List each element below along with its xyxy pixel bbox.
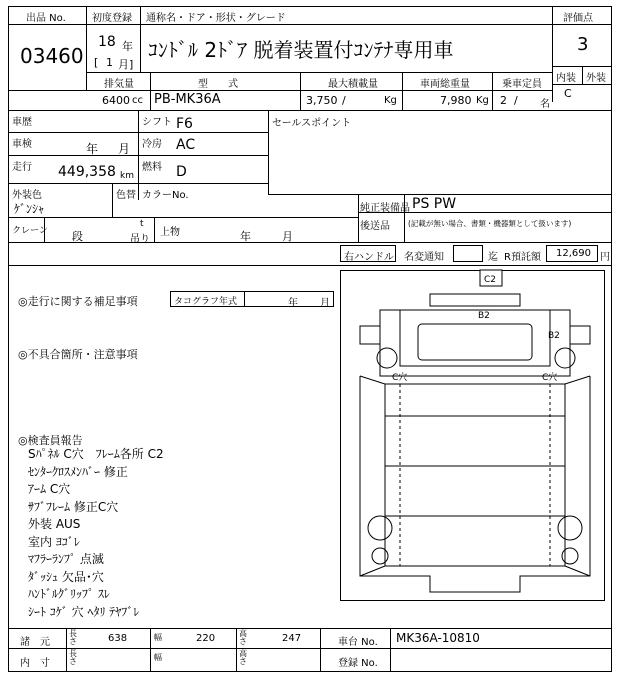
interior-grade: C bbox=[564, 87, 572, 100]
upper-label: 上物 bbox=[160, 227, 180, 238]
capacity: 2 bbox=[500, 94, 507, 107]
lot-number: 03460 bbox=[20, 44, 84, 68]
report-line: ﾀﾞｯｼｭ 欠品･穴 bbox=[28, 569, 104, 584]
displacement-unit: cc bbox=[132, 95, 143, 106]
report-line: ﾏﾌﾗｰﾗﾝﾌﾟ 点滅 bbox=[28, 552, 104, 566]
gross-weight-label: 車両総重量 bbox=[420, 79, 470, 90]
width-label: 幅 bbox=[154, 633, 162, 642]
first-reg-label: 初度登録 bbox=[92, 13, 132, 24]
interior-grade-label: 内装 bbox=[556, 73, 576, 84]
inspection-label: 車検 bbox=[12, 139, 32, 150]
max-load-label: 最大積載量 bbox=[328, 79, 378, 90]
length-label-2: 長さ bbox=[69, 649, 77, 666]
height-label: 高さ bbox=[239, 629, 247, 646]
width-value: 220 bbox=[196, 633, 216, 644]
docs-label: 後送品 bbox=[360, 221, 390, 232]
tacho-label: タコグラフ年式 bbox=[174, 297, 238, 307]
truck-damage-diagram bbox=[340, 266, 612, 628]
driving-notes-label: ◎走行に関する補足事項 bbox=[18, 295, 138, 308]
inspector-label: ◎検査員報告 bbox=[18, 434, 83, 447]
reg-year-unit: 年 bbox=[122, 40, 133, 53]
shift-label: シフト bbox=[142, 117, 172, 128]
color-change-label: 色替 bbox=[116, 190, 136, 201]
rhd-label: 右ハンドル bbox=[344, 252, 394, 263]
reg-year: 18 bbox=[98, 34, 116, 50]
max-load: 3,750 bbox=[306, 94, 338, 107]
interior-dims-label: 内 寸 bbox=[20, 658, 50, 669]
max-load-unit: Kg bbox=[384, 95, 397, 106]
height-value: 247 bbox=[282, 633, 302, 644]
damage-mark: B2 bbox=[478, 311, 490, 321]
damage-mark: C穴 bbox=[392, 373, 408, 383]
length-label: 長さ bbox=[69, 629, 77, 646]
eval-label: 評価点 bbox=[563, 13, 593, 24]
capacity-label: 乗車定員 bbox=[502, 79, 542, 90]
report-line: ｻﾌﾞﾌﾚｰﾑ 修正C穴 bbox=[28, 499, 119, 514]
max-load-sep: / bbox=[342, 94, 346, 107]
report-line: ﾊﾝﾄﾞﾙｸﾞﾘｯﾌﾟ ｽﾚ bbox=[28, 587, 110, 601]
name-change-label: 名変通知 bbox=[404, 252, 444, 263]
color-code-label: カラーNo. bbox=[142, 190, 189, 201]
r-odometer-label: R預託額 bbox=[504, 252, 541, 263]
car-name: ｺﾝﾄﾞﾙ 2ﾄﾞｱ 脱着装置付ｺﾝﾃﾅ専用車 bbox=[148, 38, 454, 62]
gross-weight-unit: Kg bbox=[476, 95, 489, 106]
crane-hook-unit: 吊り bbox=[130, 234, 150, 245]
car-name-label: 通称名・ドア・形状・グレード bbox=[146, 13, 286, 24]
displacement: 6400 bbox=[102, 94, 130, 107]
gross-weight: 7,980 bbox=[440, 94, 472, 107]
r-odometer-unit: 円 bbox=[600, 252, 610, 263]
damage-mark: B2 bbox=[548, 331, 560, 341]
length-value: 638 bbox=[108, 633, 128, 644]
tacho-year-unit: 年 bbox=[288, 298, 298, 309]
eval-score: 3 bbox=[577, 34, 589, 55]
reg-month: 1 bbox=[106, 56, 113, 69]
crane-label: クレーン bbox=[12, 226, 48, 236]
capacity-sep: / bbox=[514, 94, 518, 107]
report-line: ｼｰﾄ ｺｹﾞ 穴 ﾍﾀﾘ ﾃﾔﾌﾞﾚ bbox=[28, 604, 140, 619]
reg-month-open: [ bbox=[94, 56, 99, 69]
exterior-grade-label: 外装 bbox=[586, 73, 606, 84]
report-line: ｱｰﾑ C穴 bbox=[28, 482, 71, 496]
dims-label: 諸 元 bbox=[20, 637, 50, 648]
chassis-label: 車台 No. bbox=[338, 637, 378, 648]
displacement-label: 排気量 bbox=[104, 79, 134, 90]
report-line: 室内 ﾖｺﾞﾚ bbox=[28, 534, 80, 549]
damage-mark: C2 bbox=[484, 275, 497, 285]
genuine-label: 純正装備品 bbox=[360, 203, 410, 214]
fuel: D bbox=[176, 164, 187, 180]
report-line: Sﾊﾟﾈﾙ C穴 ﾌﾚｰﾑ各所 C2 bbox=[28, 447, 164, 461]
mileage-unit: km bbox=[120, 171, 134, 181]
width-label-2: 幅 bbox=[154, 653, 162, 662]
model-label: 型 式 bbox=[198, 79, 238, 90]
reg-no-label: 登録 No. bbox=[338, 658, 378, 669]
color: ｹﾞﾝｼｬ bbox=[14, 202, 45, 216]
inspection-year-unit: 年 bbox=[86, 142, 99, 156]
ac-label: 冷房 bbox=[142, 139, 162, 150]
sales-point-label: セールスポイント bbox=[272, 118, 352, 129]
mileage: 449,358 bbox=[58, 164, 116, 180]
crane-t: t bbox=[140, 219, 144, 229]
lot-label: 出品 No. bbox=[26, 13, 66, 24]
name-change-sep: 迄 bbox=[488, 252, 498, 263]
history-label: 車歴 bbox=[12, 117, 32, 128]
height-label-2: 高さ bbox=[239, 649, 247, 666]
crane-steps-unit: 段 bbox=[72, 230, 83, 243]
genuine-equipment: PS PW bbox=[412, 196, 457, 212]
chassis-number: MK36A-10810 bbox=[396, 631, 480, 645]
mileage-label: 走行 bbox=[12, 162, 32, 173]
model: PB-MK36A bbox=[154, 92, 221, 107]
inspector-report bbox=[28, 446, 164, 621]
shift: F6 bbox=[176, 116, 193, 132]
defects-label: ◎不具合箇所・注意事項 bbox=[18, 348, 138, 361]
color-label: 外装色 bbox=[12, 190, 42, 201]
upper-year-unit: 年 bbox=[240, 230, 251, 243]
fuel-label: 燃料 bbox=[142, 162, 162, 173]
upper-month-unit: 月 bbox=[282, 230, 293, 243]
capacity-unit: 名 bbox=[540, 99, 550, 110]
r-odometer-value: 12,690 bbox=[556, 248, 591, 259]
ac: AC bbox=[176, 137, 196, 153]
docs-note: (記載が無い場合、書類・機器類として扱います) bbox=[408, 219, 572, 228]
reg-month-unit: 月] bbox=[118, 58, 134, 71]
damage-mark: C穴 bbox=[542, 373, 558, 383]
report-line: ｾﾝﾀｰｸﾛｽﾒﾝﾊﾞｰ 修正 bbox=[28, 464, 128, 479]
tacho-month-unit: 月 bbox=[320, 298, 330, 309]
report-line: 外装 AUS bbox=[28, 517, 81, 531]
inspection-month-unit: 月 bbox=[118, 142, 131, 156]
